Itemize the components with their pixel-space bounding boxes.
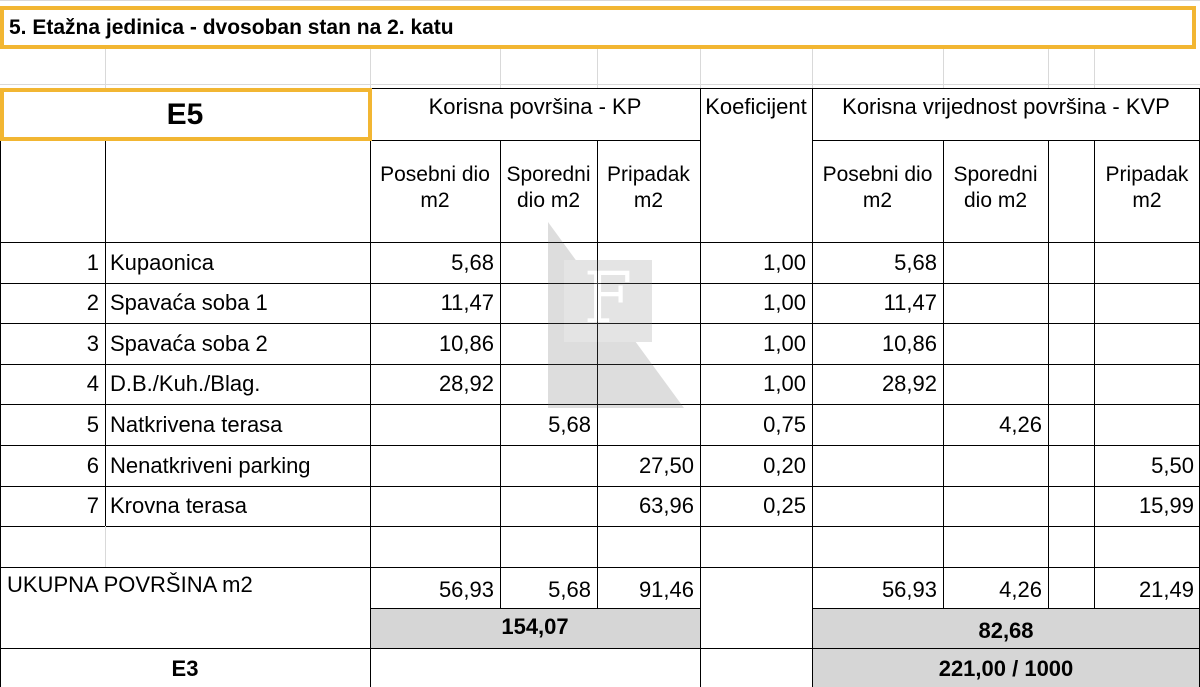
kvp-pripadak-value — [1094, 364, 1200, 405]
totals-kp-pripadak: 91,46 — [638, 577, 694, 602]
grid-line — [370, 140, 700, 141]
subheader-kvp-sporedni — [943, 160, 1048, 216]
kvp-posebni-value: 10,86 — [881, 330, 937, 356]
kp-sporedni-value: 5,68 — [548, 411, 591, 437]
grid-line — [500, 48, 501, 88]
watermark-logo-icon — [512, 222, 684, 408]
totals-kp-posebni: 56,93 — [438, 577, 494, 602]
kp-pripadak-value: 63,96 — [638, 493, 694, 519]
grid-line — [1094, 48, 1095, 88]
kvp-posebni-value: 11,47 — [883, 290, 937, 316]
koeficijent-value: 1,00 — [763, 249, 806, 275]
grid-line — [943, 48, 944, 88]
row-number: 4 — [86, 371, 99, 397]
grid-line — [0, 0, 1200, 1]
footer-label: E3 — [171, 655, 199, 681]
kvp-posebni-value: 5,68 — [894, 249, 937, 275]
koeficijent-value: 1,00 — [763, 330, 806, 356]
subheader-line: Pripadak — [607, 163, 690, 186]
subheader-line: m2 — [1132, 189, 1162, 212]
room-name: Krovna terasa — [110, 493, 247, 519]
subheader-line: m2 — [420, 189, 450, 212]
subheader-line: Posebni dio — [380, 163, 490, 186]
kp-pripadak-value: 27,50 — [638, 452, 694, 478]
kvp-pripadak-value: 15,99 — [1138, 493, 1194, 519]
totals-kvp-pripadak: 21,49 — [1138, 577, 1194, 602]
koeficijent-value: 1,00 — [763, 371, 806, 397]
kp-posebni-value — [370, 404, 500, 445]
totals-kvp-sporedni: 4,26 — [999, 577, 1042, 602]
subheader-line: Pripadak — [1105, 163, 1189, 186]
subheader-line: dio m2 — [516, 189, 581, 212]
koeficijent-value: 0,25 — [763, 493, 806, 519]
grid-line — [812, 140, 1200, 141]
subheader-line: Posebni dio — [822, 163, 933, 186]
kp-posebni-value — [370, 445, 500, 486]
header-kp: Korisna površina - KP — [428, 94, 642, 119]
koeficijent-value: 0,20 — [763, 452, 806, 478]
subheader-line: Sporedni — [953, 163, 1038, 186]
grid-line — [370, 48, 371, 88]
row-number: 5 — [86, 411, 99, 437]
grid-line — [105, 526, 106, 567]
room-name: Natkrivena terasa — [110, 411, 283, 437]
kp-posebni-value: 10,86 — [438, 330, 494, 356]
room-name: D.B./Kuh./Blag. — [110, 371, 261, 397]
row-number: 3 — [86, 330, 99, 356]
subheader-kp-sporedni — [500, 160, 597, 216]
totals-label: UKUPNA POVRŠINA m2 — [7, 572, 253, 597]
grid-line — [597, 48, 598, 88]
kvp-pripadak-value — [1094, 404, 1200, 445]
koeficijent-value: 0,75 — [763, 411, 806, 437]
row-number: 6 — [86, 452, 99, 478]
svg-text:F: F — [583, 257, 633, 339]
kp-posebni-value: 28,92 — [438, 371, 494, 397]
kp-posebni-value: 5,68 — [451, 249, 494, 275]
kp-pripadak-value — [597, 404, 700, 445]
subheader-line: Sporedni — [506, 163, 591, 186]
grid-line — [1048, 48, 1049, 88]
kvp-sporedni-value — [943, 364, 1048, 405]
totals-kp-sporedni: 5,68 — [548, 577, 591, 602]
grid-line — [105, 48, 106, 88]
kvp-sporedni-value — [943, 445, 1048, 486]
subheader-line: m2 — [862, 189, 893, 212]
koeficijent-value: 1,00 — [763, 290, 806, 316]
row-number: 1 — [86, 249, 99, 275]
subheader-kp-pripadak — [597, 160, 700, 216]
grid-line — [1048, 140, 1049, 608]
footer-ratio: 221,00 / 1000 — [938, 655, 1074, 681]
subheader-line: dio m2 — [963, 189, 1028, 212]
room-name: Spavaća soba 2 — [110, 330, 268, 356]
kvp-pripadak-value — [1094, 283, 1200, 324]
grid-line — [812, 48, 813, 88]
room-name: Spavaća soba 1 — [110, 290, 268, 316]
kvp-pripadak-value: 5,50 — [1151, 452, 1194, 478]
kvp-posebni-value — [812, 486, 943, 527]
grid-line — [700, 48, 701, 88]
kp-sum: 154,07 — [501, 614, 569, 639]
totals-kvp-posebni: 56,93 — [881, 577, 937, 602]
kvp-pripadak-value — [1094, 323, 1200, 364]
subheader-kvp-pripadak — [1094, 160, 1200, 216]
room-name: Nenatkriveni parking — [110, 452, 311, 478]
header-koeficijent: Koeficijent — [705, 94, 807, 119]
header-kvp: Korisna vrijednost površina - KVP — [842, 94, 1170, 119]
room-name: Kupaonica — [110, 249, 214, 275]
subheader-kvp-posebni — [812, 160, 943, 216]
kvp-sporedni-value — [943, 242, 1048, 283]
kp-sporedni-value — [500, 486, 597, 527]
kvp-sporedni-value — [943, 323, 1048, 364]
unit-code: E5 — [166, 98, 204, 131]
row-number: 2 — [86, 290, 99, 316]
kvp-sum: 82,68 — [978, 618, 1034, 643]
row-number: 7 — [86, 493, 99, 519]
kvp-sporedni-value — [943, 486, 1048, 527]
kvp-posebni-value — [812, 445, 943, 486]
sheet-title: 5. Etažna jedinica - dvosoban stan na 2. katu — [9, 16, 454, 39]
kvp-sporedni-value — [943, 283, 1048, 324]
kp-sporedni-value — [500, 445, 597, 486]
kvp-pripadak-value — [1094, 242, 1200, 283]
kp-posebni-value: 11,47 — [440, 290, 494, 316]
kvp-sporedni-value: 4,26 — [999, 411, 1042, 437]
kvp-posebni-value: 28,92 — [881, 371, 937, 397]
grid-line — [0, 84, 1200, 85]
subheader-line: m2 — [633, 189, 664, 212]
kp-posebni-value — [370, 486, 500, 527]
subheader-kp-posebni — [370, 160, 500, 216]
kvp-posebni-value — [812, 404, 943, 445]
